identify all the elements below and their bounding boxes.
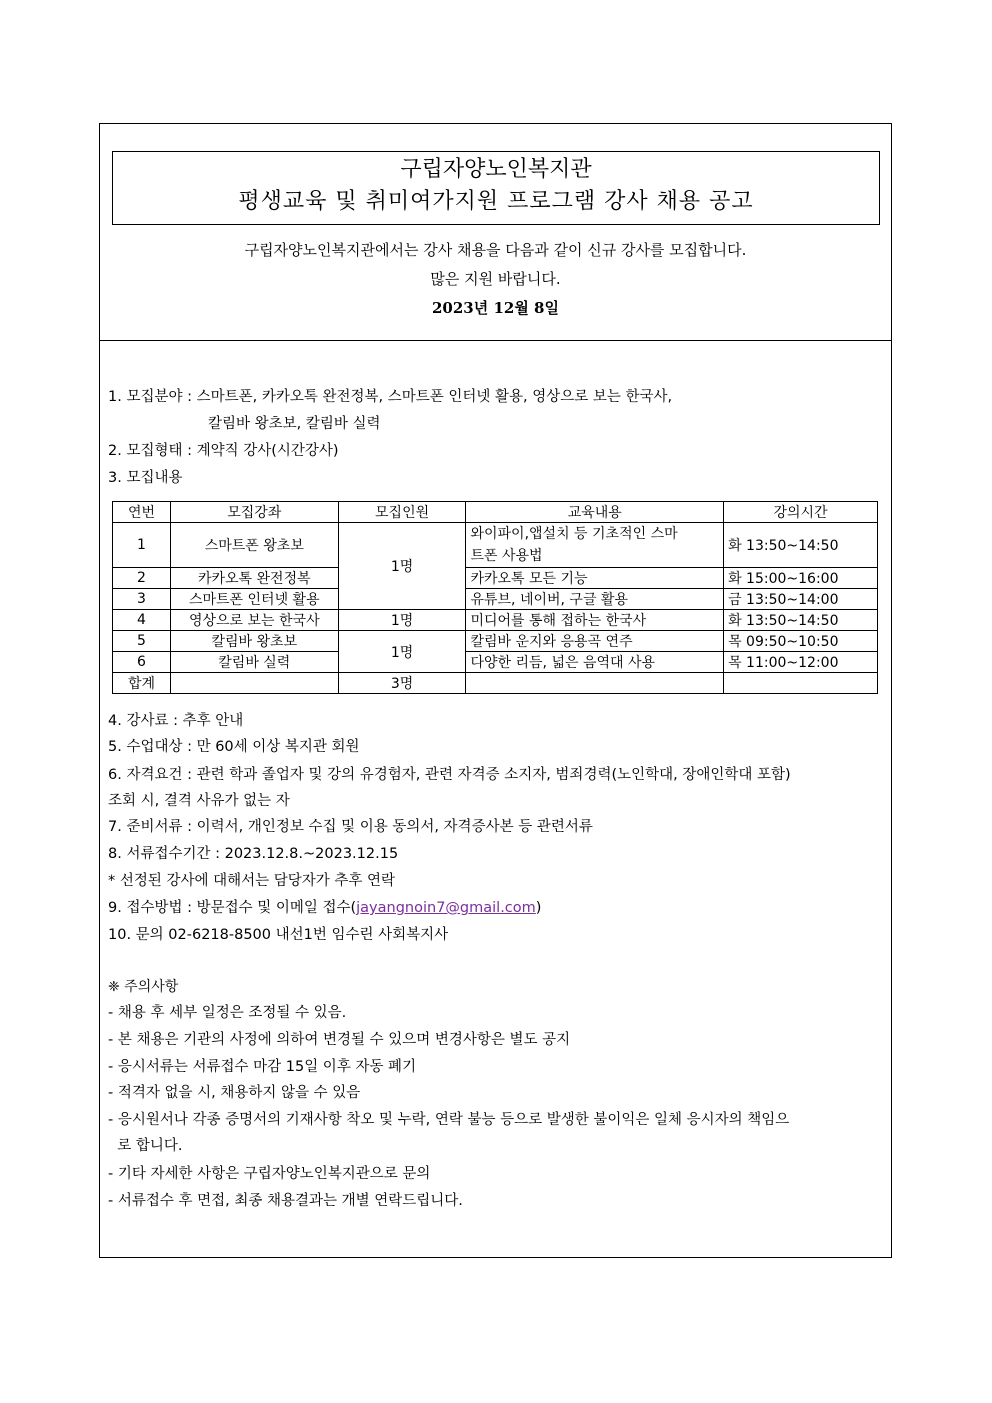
item-content: 3. 모집내용 [108,470,183,486]
intro-text: 구립자양노인복지관에서는 강사 채용을 다음과 같이 신규 강사를 모집합니다. [244,241,747,259]
notice-title: 평생교육 및 취미여가지원 프로그램 강사 채용 공고 [238,189,754,214]
cell-no: 3 [113,589,171,610]
caution-item: - 적격자 없을 시, 채용하지 않을 수 있음 [108,1085,361,1101]
item-method [108,897,541,919]
cell-course: 칼림바 실력 [170,652,338,673]
cell-time: 화 13:50~14:50 [724,610,878,631]
cell-content: 다양한 리듬, 넓은 음역대 사용 [466,652,724,673]
cell-content: 칼림바 운지와 응용곡 연주 [466,631,724,652]
table-header-row [113,502,878,523]
cell-course: 칼림바 왕초보 [170,631,338,652]
item-documents: 7. 준비서류 : 이력서, 개인정보 수집 및 이용 동의서, 자격증사본 등 관련서류 [108,819,593,835]
table-row [113,523,878,568]
cell-count: 1명 [338,631,466,673]
cell-course: 스마트폰 왕초보 [170,523,338,568]
caution-item: - 응시원서나 각종 증명서의 기재사항 착오 및 누락, 연락 불능 등으로 발생한 불이익은 일체 응시자의 책임으 [108,1112,790,1128]
cell-time: 화 13:50~14:50 [724,523,878,568]
item-type: 2. 모집형태 : 계약직 강사(시간강사) [108,443,339,459]
table-header: 강의시간 [724,502,878,523]
table-header: 연번 [113,502,171,523]
total-count: 3명 [338,673,466,694]
email-link[interactable]: jayangnoin7@gmail.com [356,900,536,916]
item-contact: 10. 문의 02-6218-8500 내선1번 임수린 사회복지사 [108,927,449,943]
cell-content: 미디어를 통해 접하는 한국사 [466,610,724,631]
table-row [113,631,878,652]
cell-course: 카카오톡 완전정복 [170,568,338,589]
cell-time: 목 11:00~12:00 [724,652,878,673]
table-row [113,568,878,589]
cell-content-line: 트폰 사용법 [470,548,543,564]
item-target: 5. 수업대상 : 만 60세 이상 복지관 회원 [108,739,360,755]
table-header: 모집강좌 [170,502,338,523]
cell-time: 금 13:50~14:00 [724,589,878,610]
cell-no: 1 [113,523,171,568]
notice-date: 2023년 12월 8일 [432,299,559,317]
cell-time: 화 15:00~16:00 [724,568,878,589]
caution-item: - 본 채용은 기관의 사정에 의하여 변경될 수 있으며 변경사항은 별도 공지 [108,1032,571,1048]
table-row [113,652,878,673]
item-field-cont: 칼림바 왕초보, 칼림바 실력 [208,416,381,432]
cell-no: 6 [113,652,171,673]
method-close: ) [535,900,542,916]
total-empty [170,673,338,694]
cell-content [466,523,724,568]
caution-item: - 서류접수 후 면접, 최종 채용결과는 개별 연락드립니다. [108,1193,463,1209]
item-period: 8. 서류접수기간 : 2023.12.8.~2023.12.15 [108,846,399,862]
item-qualification-cont: 조회 시, 결격 사유가 없는 자 [108,793,290,809]
cell-content: 카카오톡 모든 기능 [466,568,724,589]
item-fee: 4. 강사료 : 추후 안내 [108,713,244,729]
caution-item: - 기타 자세한 사항은 구립자양노인복지관으로 문의 [108,1166,431,1182]
total-empty [466,673,724,694]
table-row [113,589,878,610]
organization-title: 구립자양노인복지관 [400,157,592,182]
cell-no: 5 [113,631,171,652]
total-empty [724,673,878,694]
cell-no: 4 [113,610,171,631]
total-label: 합계 [113,673,171,694]
cell-content: 유튜브, 네이버, 구글 활용 [466,589,724,610]
table-header: 모집인원 [338,502,466,523]
cell-count: 1명 [338,610,466,631]
table-row [113,610,878,631]
caution-item-cont: 로 합니다. [108,1138,183,1154]
caution-title: ❈ 주의사항 [108,979,179,995]
cell-content-line: 와이파이,앱설치 등 기초적인 스마 [470,526,678,542]
item-qualification: 6. 자격요건 : 관련 학과 졸업자 및 강의 유경험자, 관련 자격증 소지자, 범죄경력(노인학대, 장애인학대 포함) [108,767,791,783]
cell-course: 스마트폰 인터넷 활용 [170,589,338,610]
caution-item: - 채용 후 세부 일정은 조정될 수 있음. [108,1005,347,1021]
cell-no: 2 [113,568,171,589]
recruitment-table [112,501,878,694]
cell-course: 영상으로 보는 한국사 [170,610,338,631]
intro-text-2: 많은 지원 바랍니다. [430,270,561,288]
table-header: 교육내용 [466,502,724,523]
item-field: 1. 모집분야 : 스마트폰, 카카오톡 완전정복, 스마트폰 인터넷 활용, 영상으로 보는 한국사, [108,389,673,405]
notice-frame [99,123,892,1258]
method-text: 9. 접수방법 : 방문접수 및 이메일 접수( [108,900,357,916]
cell-time: 목 09:50~10:50 [724,631,878,652]
table-total-row [113,673,878,694]
caution-item: - 응시서류는 서류접수 마감 15일 이후 자동 폐기 [108,1059,417,1075]
cell-count: 1명 [338,523,466,610]
item-note: * 선정된 강사에 대해서는 담당자가 추후 연락 [108,873,396,889]
